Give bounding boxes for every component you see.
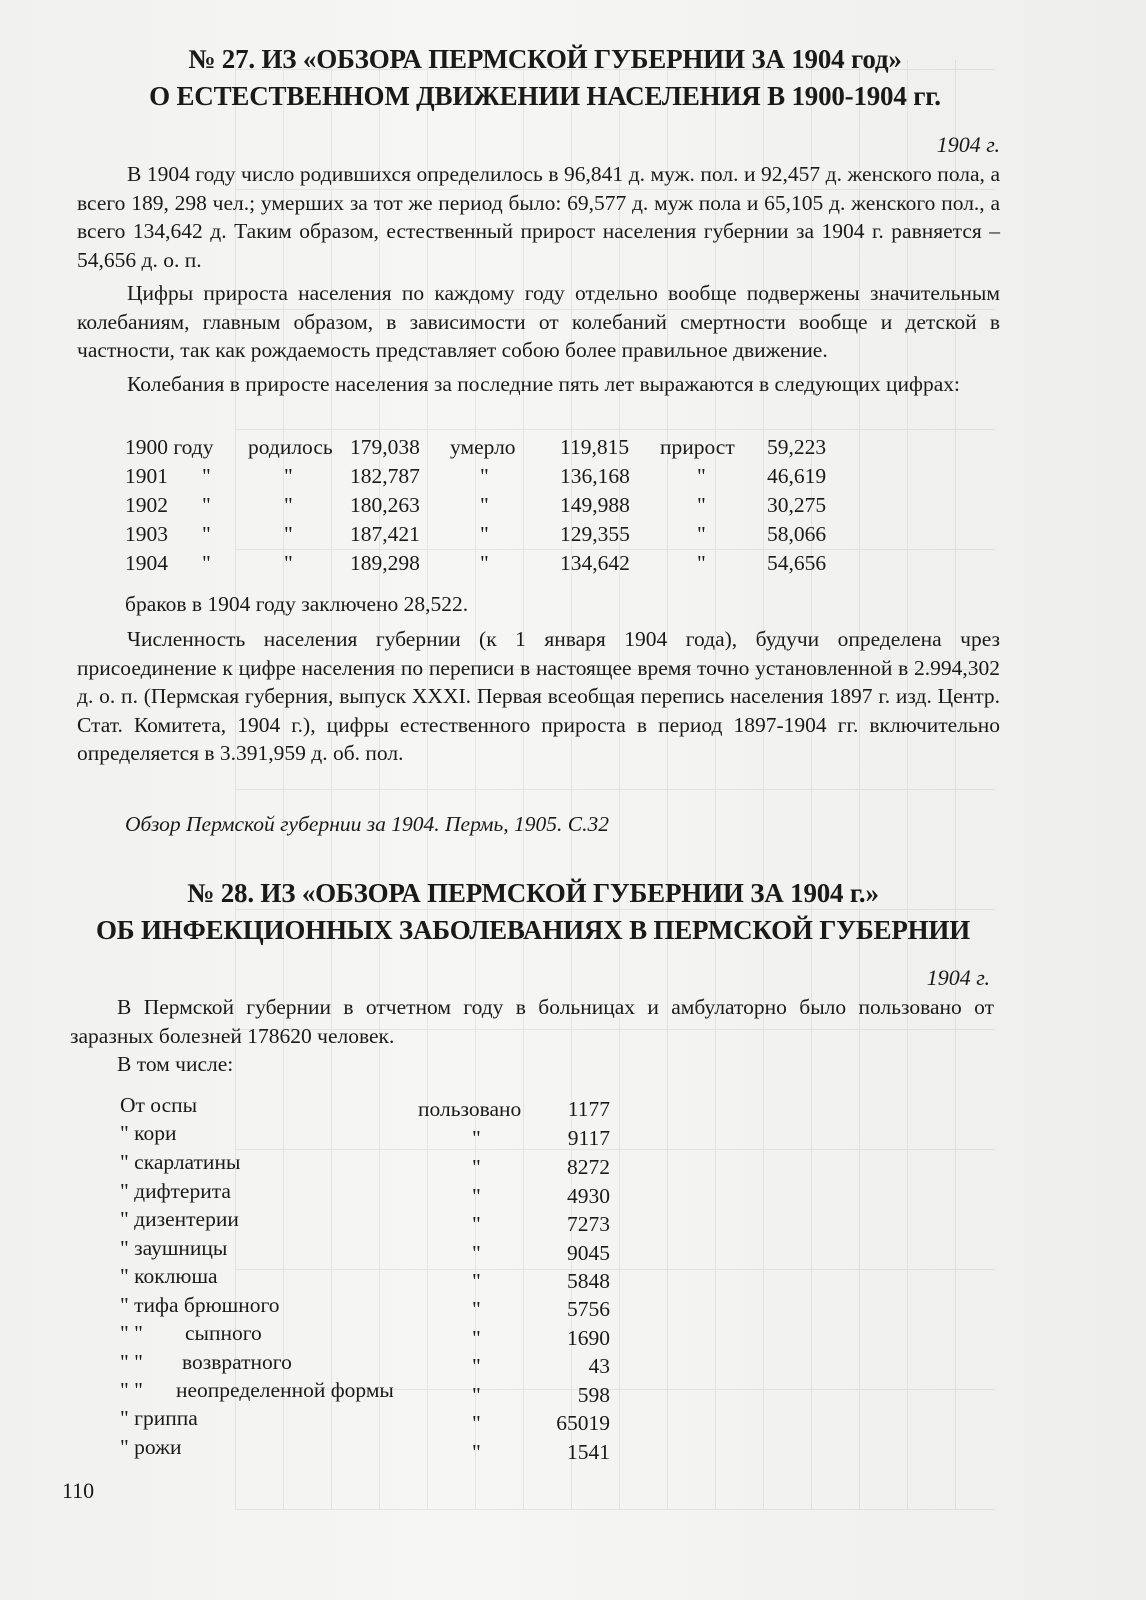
row-growth-value: 58,066	[767, 522, 827, 546]
row-born-label: родилось	[248, 435, 333, 459]
disease-name: " рожи	[120, 1435, 182, 1459]
row-year: 1902	[125, 493, 168, 517]
doc28-date: 1904 г.	[926, 965, 990, 990]
disease-count: 1690	[567, 1326, 610, 1350]
row-died-value: 149,988	[560, 493, 630, 517]
disease-subtype: сыпного	[185, 1321, 262, 1345]
row-year-ditto: "	[202, 522, 211, 546]
disease-used-label: "	[472, 1126, 481, 1150]
row-year-ditto: "	[202, 464, 211, 488]
disease-name: " заушницы	[120, 1236, 228, 1260]
row-died-value: 129,355	[560, 522, 630, 546]
row-born-value: 179,038	[350, 435, 420, 459]
row-born-value: 189,298	[350, 551, 420, 575]
doc28-title-line2: ОБ ИНФЕКЦИОННЫХ ЗАБОЛЕВАНИЯХ В ПЕРМСКОЙ ГУБЕРНИИ	[95, 915, 971, 945]
doc27-source: Обзор Пермской губернии за 1904. Пермь, 1905. С.32	[125, 812, 609, 836]
row-died-label: умерло	[450, 435, 516, 459]
row-born-label: "	[284, 493, 293, 517]
row-year: 1903	[125, 522, 168, 546]
disease-name: " коклюша	[120, 1264, 218, 1288]
disease-used-label: "	[472, 1269, 481, 1293]
disease-name: " "	[120, 1378, 143, 1402]
doc27-paragraph-1: В 1904 году число родившихся определилось в 96,841 д. муж. пол. и 92,457 д. женского пола, а всего 189, 298 чел.; умерших за тот же период было: 69,577 д. муж пола и 65,105 д. женского пол., а всего 134,642 д. Таким образом, естественный прирост населения губернии за 1904 г. равняется – 54,656 д. о. п.	[77, 162, 1000, 272]
doc27-paragraph-2: Цифры прироста населения по каждому году отдельно вообще подвержены значительным колебаниям, главным образом, в зависимости от колебаний смертности вообще и детской в частности, так как рождаемость представляет собою более правильное движение.	[77, 281, 1000, 362]
disease-name: " кори	[120, 1121, 177, 1145]
row-year-ditto: "	[202, 551, 211, 575]
doc28-paragraph-1: В Пермской губернии в отчетном году в больницах и амбулаторно было пользовано от заразных болезней 178620 человек.	[70, 995, 994, 1048]
row-growth-label: "	[697, 464, 706, 488]
disease-count: 5756	[567, 1297, 610, 1321]
disease-count: 9045	[567, 1241, 610, 1265]
disease-name: " "	[120, 1321, 143, 1345]
disease-count: 65019	[556, 1411, 610, 1435]
row-growth-value: 46,619	[767, 464, 827, 488]
doc27-title-line1: № 27. ИЗ «ОБЗОРА ПЕРМСКОЙ ГУБЕРНИИ ЗА 1904 год»	[188, 44, 902, 74]
row-growth-value: 59,223	[767, 435, 827, 459]
disease-count: 8272	[567, 1155, 610, 1179]
row-died-label: "	[480, 522, 489, 546]
disease-used-label: "	[472, 1411, 481, 1435]
row-born-value: 182,787	[350, 464, 420, 488]
show-through-texture	[235, 60, 995, 1510]
disease-count: 1177	[567, 1097, 610, 1121]
row-growth-label: "	[697, 551, 706, 575]
disease-name: " скарлатины	[120, 1150, 241, 1174]
row-year: 1900 году	[125, 435, 214, 459]
doc27-marriages: браков в 1904 году заключено 28,522.	[125, 592, 469, 616]
row-born-value: 187,421	[350, 522, 420, 546]
page-number: 110	[62, 1478, 95, 1503]
row-died-label: "	[480, 464, 489, 488]
disease-count: 598	[577, 1383, 610, 1407]
row-died-label: "	[480, 493, 489, 517]
disease-count: 4930	[567, 1184, 610, 1208]
row-died-value: 119,815	[560, 435, 630, 459]
disease-used-label: "	[472, 1383, 481, 1407]
row-growth-label: "	[697, 522, 706, 546]
row-born-value: 180,263	[350, 493, 420, 517]
disease-used-label: "	[472, 1354, 481, 1378]
disease-count: 5848	[567, 1269, 610, 1293]
disease-used-label: "	[472, 1212, 481, 1236]
disease-name: " гриппа	[120, 1406, 198, 1430]
row-growth-label: прирост	[660, 435, 735, 459]
disease-count: 9117	[567, 1126, 610, 1150]
row-born-label: "	[284, 522, 293, 546]
disease-used-label: пользовано	[418, 1097, 522, 1121]
disease-count: 1541	[567, 1440, 610, 1464]
disease-subtype: неопределенной формы	[176, 1378, 394, 1402]
doc27-date: 1904 г.	[936, 132, 1000, 157]
doc28-intro: В том числе:	[117, 1052, 234, 1076]
row-died-value: 134,642	[560, 551, 630, 575]
disease-count: 43	[588, 1354, 610, 1378]
disease-used-label: "	[472, 1155, 481, 1179]
disease-name: От оспы	[120, 1093, 198, 1117]
doc28-title-line1: № 28. ИЗ «ОБЗОРА ПЕРМСКОЙ ГУБЕРНИИ ЗА 1904 г.»	[187, 878, 879, 908]
disease-used-label: "	[472, 1184, 481, 1208]
disease-used-label: "	[472, 1440, 481, 1464]
disease-used-label: "	[472, 1297, 481, 1321]
row-born-label: "	[284, 551, 293, 575]
row-growth-value: 54,656	[767, 551, 827, 575]
row-died-label: "	[480, 551, 489, 575]
doc27-title-line2: О ЕСТЕСТВЕННОМ ДВИЖЕНИИ НАСЕЛЕНИЯ В 1900-1904 гг.	[149, 81, 941, 111]
disease-subtype: возвратного	[182, 1350, 292, 1374]
row-born-label: "	[284, 464, 293, 488]
disease-name: " дизентерии	[120, 1207, 239, 1231]
row-year-ditto: "	[202, 493, 211, 517]
disease-name: " "	[120, 1350, 143, 1374]
disease-used-label: "	[472, 1241, 481, 1265]
row-year: 1901	[125, 464, 168, 488]
disease-name: " дифтерита	[120, 1179, 231, 1203]
disease-count: 7273	[567, 1212, 610, 1236]
disease-used-label: "	[472, 1326, 481, 1350]
row-growth-value: 30,275	[767, 493, 827, 517]
row-died-value: 136,168	[560, 464, 630, 488]
row-growth-label: "	[697, 493, 706, 517]
doc27-paragraph-4: Численность населения губернии (к 1 января 1904 года), будучи определена чрез присоединение к цифре населения по переписи в настоящее время точно установленной в 2.994,302 д. о. п. (Пермская губерния, выпуск XXXI. Первая всеобщая перепись населения 1897 г. изд. Центр. Стат. Комитета, 1904 г.), цифры естественного прироста в период 1897-1904 гг. включительно определяется в 3.391,959 д. об. пол.	[77, 627, 1000, 765]
doc27-paragraph-3: Колебания в приросте населения за последние пять лет выражаются в следующих цифрах:	[127, 372, 960, 396]
disease-name: " тифа брюшного	[120, 1293, 280, 1317]
row-year: 1904	[125, 551, 168, 575]
